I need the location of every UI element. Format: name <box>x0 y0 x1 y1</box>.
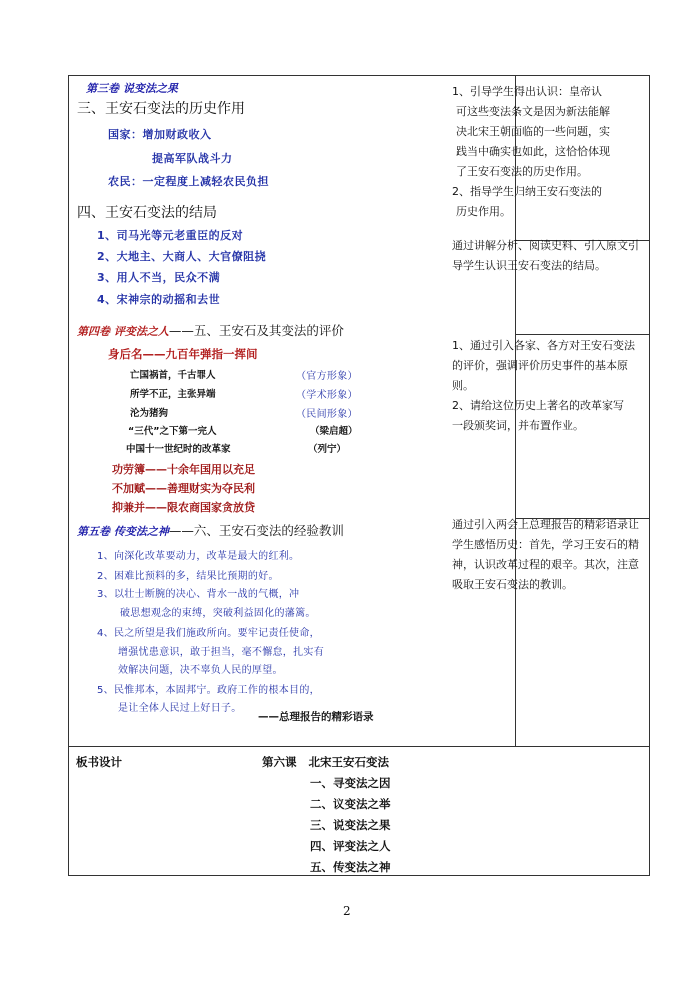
lesson-line: 4、民之所望是我们施政所向。要牢记责任使命， <box>97 628 320 639</box>
board-lesson-title: 第六课 北宋王安石变法 <box>262 755 390 769</box>
evaluation-text: 中国十一世纪时的改革家 <box>126 444 231 455</box>
effect-state-1: 国家：增加财政收入 <box>108 128 212 141</box>
legacy-heading: 身后名——九百年弹指一挥间 <box>108 347 258 361</box>
evaluation-text: “三代”之下第一完人 <box>128 426 217 437</box>
section-4-title: 第四卷 评变法之人 <box>77 325 169 338</box>
lesson-line: 3、以壮士断腕的决心、背水一战的气概，冲 <box>97 589 300 600</box>
page-number: 2 <box>343 904 351 918</box>
text-line: 2、请给这位历史上著名的改革家写 <box>452 399 624 412</box>
ending-item: 4、宋神宗的动摇和去世 <box>97 293 221 306</box>
section-4-suffix: ——五、王安石及其变法的评价 <box>168 323 344 338</box>
text-line: 导学生认识王安石变法的结局。 <box>452 259 606 272</box>
lesson-line: 效解决问题，决不辜负人民的厚望。 <box>118 665 283 676</box>
heading-4: 四、王安石变法的结局 <box>77 205 217 221</box>
evaluation-text: 沦为猪狗 <box>130 408 169 419</box>
text-line: 1、通过引入各家、各方对王安石变法 <box>452 339 635 352</box>
assessment-line: 不加赋——善理财实为夺民利 <box>112 482 255 495</box>
section-5-title: 第五卷 传变法之神 <box>77 525 169 538</box>
lesson-line: 是让全体人民过上好日子。 <box>118 703 242 714</box>
ending-item: 3、用人不当，民众不满 <box>97 271 221 284</box>
evaluation-tag: （官方形象） <box>296 371 358 382</box>
section-5-suffix: ——六、王安石变法的经验教训 <box>168 523 344 538</box>
lesson-line: 1、向深化改革要动力，改革是最大的红利。 <box>97 551 300 562</box>
ending-item: 2、大地主、大商人、大官僚阻挠 <box>97 250 267 263</box>
board-item: 四、评变法之人 <box>310 839 391 853</box>
lesson-line: 破思想观念的束缚，突破利益固化的藩篱。 <box>120 608 316 619</box>
text-line: 通过引入两会上总理报告的精彩语录让 <box>452 518 639 531</box>
heading-3: 三、王安石变法的历史作用 <box>77 101 245 117</box>
board-item: 三、说变法之果 <box>310 818 391 832</box>
ending-item: 1、司马光等元老重臣的反对 <box>97 229 244 242</box>
assessment-line: 功劳簿——十余年国用以充足 <box>112 463 255 476</box>
effect-farmers: 农民：一定程度上减轻农民负担 <box>108 175 269 188</box>
text-line: 践当中确实也如此，这恰恰体现 <box>456 145 610 158</box>
evaluation-text: 亡国祸首，千古罪人 <box>130 370 216 381</box>
right-block-2 <box>452 236 642 276</box>
text-line: 决北宋王朝面临的一些问题，实 <box>456 125 610 138</box>
text-line: 1、引导学生得出认识：皇帝认 <box>452 85 602 98</box>
evaluation-tag: （学术形象） <box>296 390 358 401</box>
section-4-line <box>77 321 344 339</box>
text-line: 一段颁奖词，并布置作业。 <box>452 419 584 432</box>
right-block-1 <box>452 82 642 222</box>
assessment-line: 抑兼并——限农商国家贪放贷 <box>112 501 255 514</box>
board-item: 五、传变法之神 <box>310 860 391 874</box>
right-block-3 <box>452 336 642 436</box>
board-item: 一、寻变法之因 <box>310 776 391 790</box>
report-attribution: ——总理报告的精彩语录 <box>258 711 374 723</box>
lesson-line: 5、民惟邦本，本固邦宁。政府工作的根本目的， <box>97 685 320 696</box>
effect-state-2: 提高军队战斗力 <box>152 152 233 165</box>
lesson-line: 增强忧患意识，敢于担当，毫不懈怠，扎实有 <box>118 647 324 658</box>
evaluation-text: 所学不正，主张异端 <box>130 389 216 400</box>
text-line: 可这些变法条文是因为新法能解 <box>456 105 610 118</box>
text-line: 的评价，强调评价历史事件的基本原 <box>452 359 628 372</box>
evaluation-tag: （民间形象） <box>296 409 358 420</box>
text-line: 学生感悟历史：首先，学习王安石的精 <box>452 538 639 551</box>
board-label: 板书设计 <box>76 755 122 769</box>
text-line: 吸取王安石变法的教训。 <box>452 578 573 591</box>
text-line: 神，认识改革过程的艰辛。其次，注意 <box>452 558 639 571</box>
section-5-line <box>77 521 344 539</box>
text-line: 历史作用。 <box>456 205 511 218</box>
evaluation-tag: （列宁） <box>308 444 347 455</box>
board-item: 二、议变法之举 <box>310 797 391 811</box>
text-line: 通过讲解分析、阅读史料、引入原文引 <box>452 239 639 252</box>
evaluation-tag: （梁启超） <box>310 426 358 437</box>
right-block-4 <box>452 515 642 595</box>
text-line: 2、指导学生归纳王安石变法的 <box>452 185 602 198</box>
lesson-line: 2、困难比预料的多，结果比预期的好。 <box>97 571 279 582</box>
row-divider <box>515 334 649 335</box>
text-line: 了王安石变法的历史作用。 <box>456 165 588 178</box>
section-3-title: 第三卷 说变法之果 <box>86 82 178 95</box>
text-line: 则。 <box>452 379 474 392</box>
